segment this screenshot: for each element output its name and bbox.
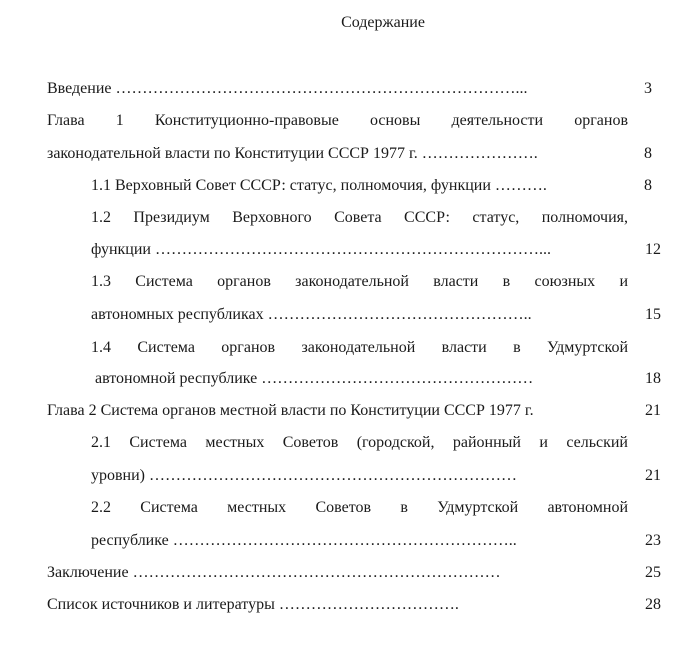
toc-entry-text: Список источников и литературы …………………………….	[47, 596, 459, 613]
toc-page-number: 12	[645, 241, 661, 258]
toc-page-number: 28	[645, 596, 661, 613]
toc-page-number: 8	[644, 177, 652, 194]
toc-entry-text: 2.2 Система местных Советов в Удмуртской автономной	[91, 499, 628, 516]
toc-entry-text: Глава 2 Система органов местной власти по Конституции СССР 1977 г.	[47, 402, 534, 419]
toc-entry-text: автономной республике ……………………………………………	[95, 370, 534, 387]
toc-entry-text: Введение …………………………………………………………………...	[47, 80, 528, 97]
toc-page-number: 25	[645, 564, 661, 581]
toc-page-number: 21	[645, 402, 661, 419]
toc-entry-text: республике ………………………………………………………..	[91, 532, 517, 549]
toc-page-number: 8	[644, 145, 652, 162]
toc-entry-text: 1.4 Система органов законодательной власти в Удмуртской	[91, 339, 628, 356]
toc-entry-text: 2.1 Система местных Советов (городской, районный и сельский	[91, 434, 628, 451]
toc-page-number: 3	[644, 80, 652, 97]
toc-page-number: 15	[645, 306, 661, 323]
toc-page-number: 23	[645, 532, 661, 549]
toc-entry-text: автономных республиках …………………………………………..	[91, 306, 532, 323]
toc-entry-text: функции ………………………………………………………………...	[91, 241, 551, 258]
toc-entry-text: законодательной власти по Конституции СССР 1977 г. ………………….	[47, 145, 538, 162]
page-title: Содержание	[341, 14, 425, 31]
toc-entry-text: 1.1 Верховный Совет СССР: статус, полномочия, функции ……….	[91, 177, 547, 194]
toc-entry-text: 1.3 Система органов законодательной власти в союзных и	[91, 273, 628, 290]
toc-entry-text: уровни) ……………………………………………………………	[91, 467, 518, 484]
toc-page-number: 18	[645, 370, 661, 387]
toc-entry-text: Глава 1 Конституционно-правовые основы деятельности органов	[47, 112, 628, 129]
toc-entry-text: 1.2 Президиум Верховного Совета СССР: статус, полномочия,	[91, 209, 628, 226]
toc-page-number: 21	[645, 467, 661, 484]
toc-entry-text: Заключение ……………………………………………………………	[47, 564, 501, 581]
